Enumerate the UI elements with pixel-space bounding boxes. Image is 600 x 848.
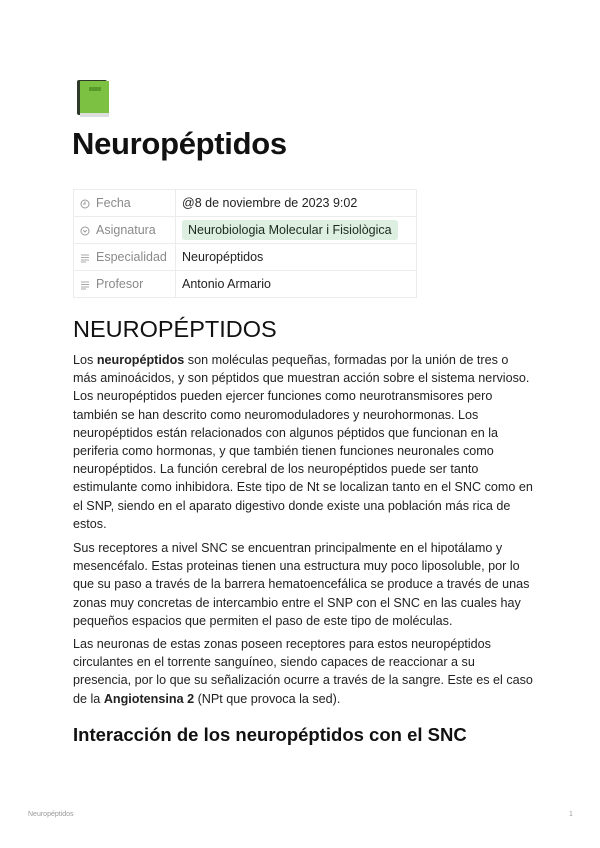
- text-icon: [80, 253, 90, 263]
- text: Los: [73, 353, 97, 367]
- text: Las neuronas de estas zonas poseen receptores para estos neuropéptidos circulantes en el torrente sanguíneo, siendo capaces de reaccionar a su presencia, por lo que su señalización ocurre a través de la sangre. Este es el caso de la: [73, 637, 533, 706]
- property-row: [74, 217, 417, 244]
- page-title: Neuropéptidos: [72, 126, 287, 161]
- text: son moléculas pequeñas, formadas por la unión de tres o más aminoácidos, y son péptidos que muestran acción sobre el sistema nervioso. Los neuropéptidos pueden ejercer funciones como neurotransmisores pero también se han descrito como neuromoduladores y neurohormonas. Los neuropéptidos están relacionados con algunos péptidos que funcionan en la periferia como hormonas, y que también tienen funciones neuronales como neuropéptidos. La función cerebral de los neuropéptidos puede ser tanto estimulante como inhibidora. Este tipo de Nt se localizan tanto en el SNC como en el SNP, siendo en el aparato digestivo donde existe una población más rica de estos.: [73, 353, 533, 531]
- property-label: Fecha: [96, 196, 131, 210]
- property-label: Profesor: [96, 277, 144, 291]
- paragraph-1: [73, 351, 535, 533]
- paragraph-3: [73, 635, 535, 708]
- subheading: Interacción de los neuropéptidos con el SNC: [73, 724, 467, 745]
- property-label: Asignatura: [96, 223, 156, 237]
- property-row: [74, 190, 417, 217]
- date-value[interactable]: @8 de noviembre de 2023 9:02: [176, 190, 417, 217]
- green-book-icon: [75, 79, 111, 118]
- bold-term: neuropéptidos: [96, 353, 185, 367]
- property-label: Especialidad: [96, 250, 167, 264]
- select-icon: [80, 226, 90, 236]
- paragraph-2: Sus receptores a nivel SNC se encuentran principalmente en el hipotálamo y mesencéfalo. Estas proteinas tienen una estructura muy poco liposoluble, por lo que su paso a través de la barrera hematoencefálica se produce a través de unas zonas muy concretas de intercambio entre el SNP con el SNC en las cuales hay pequeños espacios que permiten el paso de este tipo de moléculas.: [73, 541, 530, 628]
- property-row: [74, 244, 417, 271]
- properties-table: [73, 189, 417, 298]
- page-number: 1: [569, 811, 573, 818]
- text: (NPt que provoca la sed).: [194, 691, 341, 706]
- professor-value[interactable]: Antonio Armario: [176, 271, 417, 298]
- footer-title: Neuropéptidos: [28, 811, 74, 818]
- subject-tag[interactable]: Neurobiologia Molecular i Fisiològica: [182, 220, 398, 240]
- section-heading: NEUROPÉPTIDOS: [73, 316, 277, 342]
- bold-term: Angiotensina 2: [103, 691, 195, 706]
- clock-icon: [80, 199, 90, 209]
- text-icon: [80, 280, 90, 290]
- property-row: [74, 271, 417, 298]
- specialty-value[interactable]: Neuropéptidos: [176, 244, 417, 271]
